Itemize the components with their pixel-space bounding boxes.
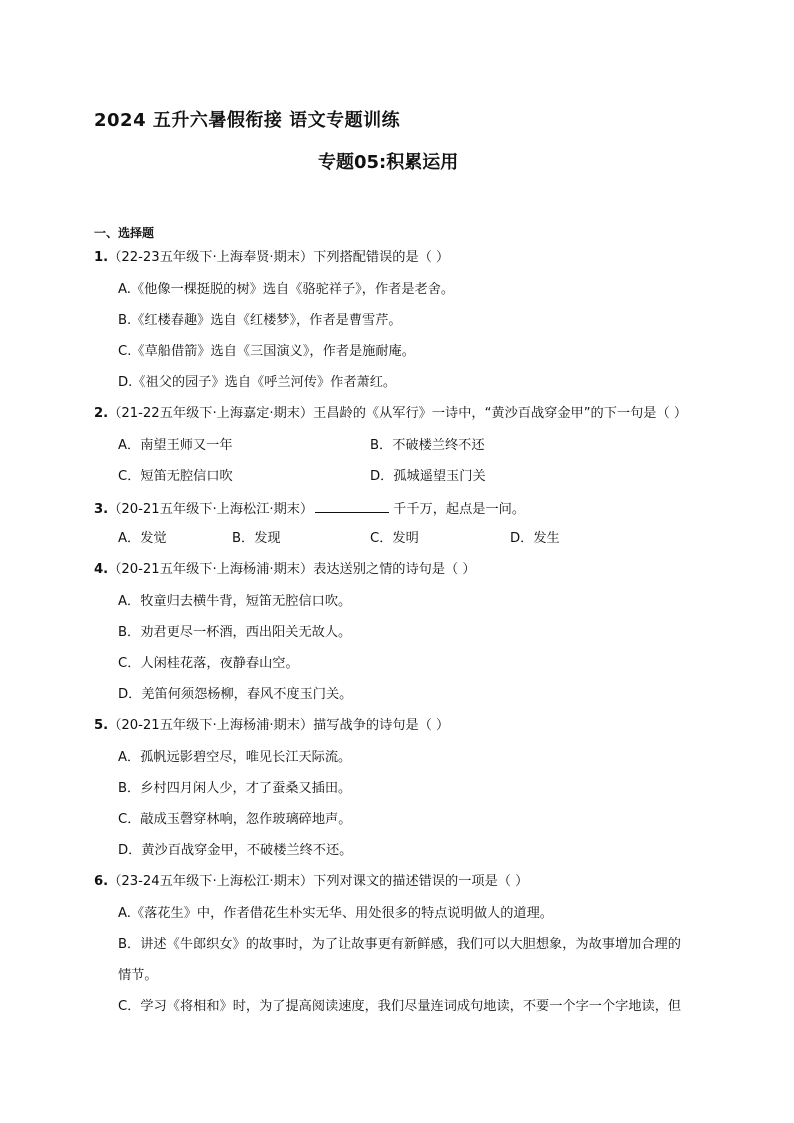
question-text-after-blank: 千千万，起点是一问。: [393, 502, 526, 517]
question-number: 4.: [94, 562, 109, 577]
question-number: 6.: [94, 874, 109, 889]
question-1-option-c: C.《草船借箭》选自《三国演义》，作者是施耐庵。: [118, 344, 415, 359]
question-6-option-a: A.《落花生》中，作者借花生朴实无华、用处很多的特点说明做人的道理。: [118, 906, 553, 921]
question-5-option-a: A．孤帆远影碧空尽，唯见长江天际流。: [118, 750, 352, 765]
question-4-stem: [94, 561, 476, 579]
question-text: （21-22五年级下·上海嘉定·期末）王昌龄的《从军行》一诗中，“黄沙百战穿金甲”的下一句是（ ）: [108, 406, 688, 421]
question-number: 2.: [94, 406, 109, 421]
question-6-stem: [94, 873, 528, 891]
question-4-option-b: B．劝君更尽一杯酒，西出阳关无故人。: [118, 625, 352, 640]
question-5-option-d: D．黄沙百战穿金甲，不破楼兰终不还。: [118, 843, 353, 858]
question-5-stem: [94, 717, 449, 735]
question-3-option-c: C．发明: [370, 531, 419, 546]
question-number: 1.: [94, 250, 109, 265]
question-4-option-a: A．牧童归去横牛背，短笛无腔信口吹。: [118, 594, 352, 609]
question-2-option-a: A．南望王师又一年: [118, 438, 233, 453]
question-1-option-d: D.《祖父的园子》选自《呼兰河传》作者萧红。: [118, 375, 397, 390]
question-text: （20-21五年级下·上海杨浦·期末）表达送别之情的诗句是（ ）: [108, 562, 476, 577]
question-2-option-c: C．短笛无腔信口吹: [118, 469, 233, 484]
question-1-option-a: A.《他像一棵挺脱的树》选自《骆驼祥子》，作者是老舍。: [118, 282, 455, 297]
question-1-option-b: B.《红楼春趣》选自《红楼梦》，作者是曹雪芹。: [118, 313, 402, 328]
question-3-option-b: B．发现: [232, 531, 281, 546]
topic-subtitle: 专题05:积累运用: [318, 152, 459, 173]
question-3-option-a: A．发觉: [118, 531, 167, 546]
question-number: 3.: [94, 502, 109, 517]
document-title: 2024 五升六暑假衔接 语文专题训练: [94, 110, 401, 131]
section-heading: 一、选择题: [94, 226, 155, 240]
question-4-option-c: C．人闲桂花落，夜静春山空。: [118, 656, 299, 671]
question-text: （23-24五年级下·上海松江·期末）下列对课文的描述错误的一项是（ ）: [108, 874, 529, 889]
question-6-option-b-continued: 情节。: [118, 968, 158, 983]
question-2-option-d: D．孤城遥望玉门关: [370, 469, 486, 484]
question-6-option-b: B．讲述《牛郎织女》的故事时，为了让故事更有新鲜感，我们可以大胆想象，为故事增加合理的: [118, 937, 681, 952]
question-3-option-d: D．发生: [510, 531, 560, 546]
question-2-option-b: B．不破楼兰终不还: [370, 438, 485, 453]
question-text: （20-21五年级下·上海杨浦·期末）描写战争的诗句是（ ）: [108, 718, 450, 733]
question-text-before-blank: （20-21五年级下·上海松江·期末）: [108, 502, 314, 517]
answer-blank: [315, 499, 389, 513]
question-4-option-d: D．羌笛何须怨杨柳，春风不度玉门关。: [118, 687, 353, 702]
question-6-option-c: C．学习《将相和》时，为了提高阅读速度，我们尽量连词成句地读，不要一个字一个字地读，但: [118, 999, 682, 1014]
question-3-stem: [94, 499, 525, 519]
question-number: 5.: [94, 718, 109, 733]
question-5-option-c: C．敲成玉磬穿林响，忽作玻璃碎地声。: [118, 812, 352, 827]
question-2-stem: [94, 405, 687, 423]
question-5-option-b: B．乡村四月闲人少，才了蚕桑又插田。: [118, 781, 352, 796]
question-text: （22-23五年级下·上海奉贤·期末）下列搭配错误的是（ ）: [108, 250, 450, 265]
question-1-stem: [94, 249, 449, 267]
